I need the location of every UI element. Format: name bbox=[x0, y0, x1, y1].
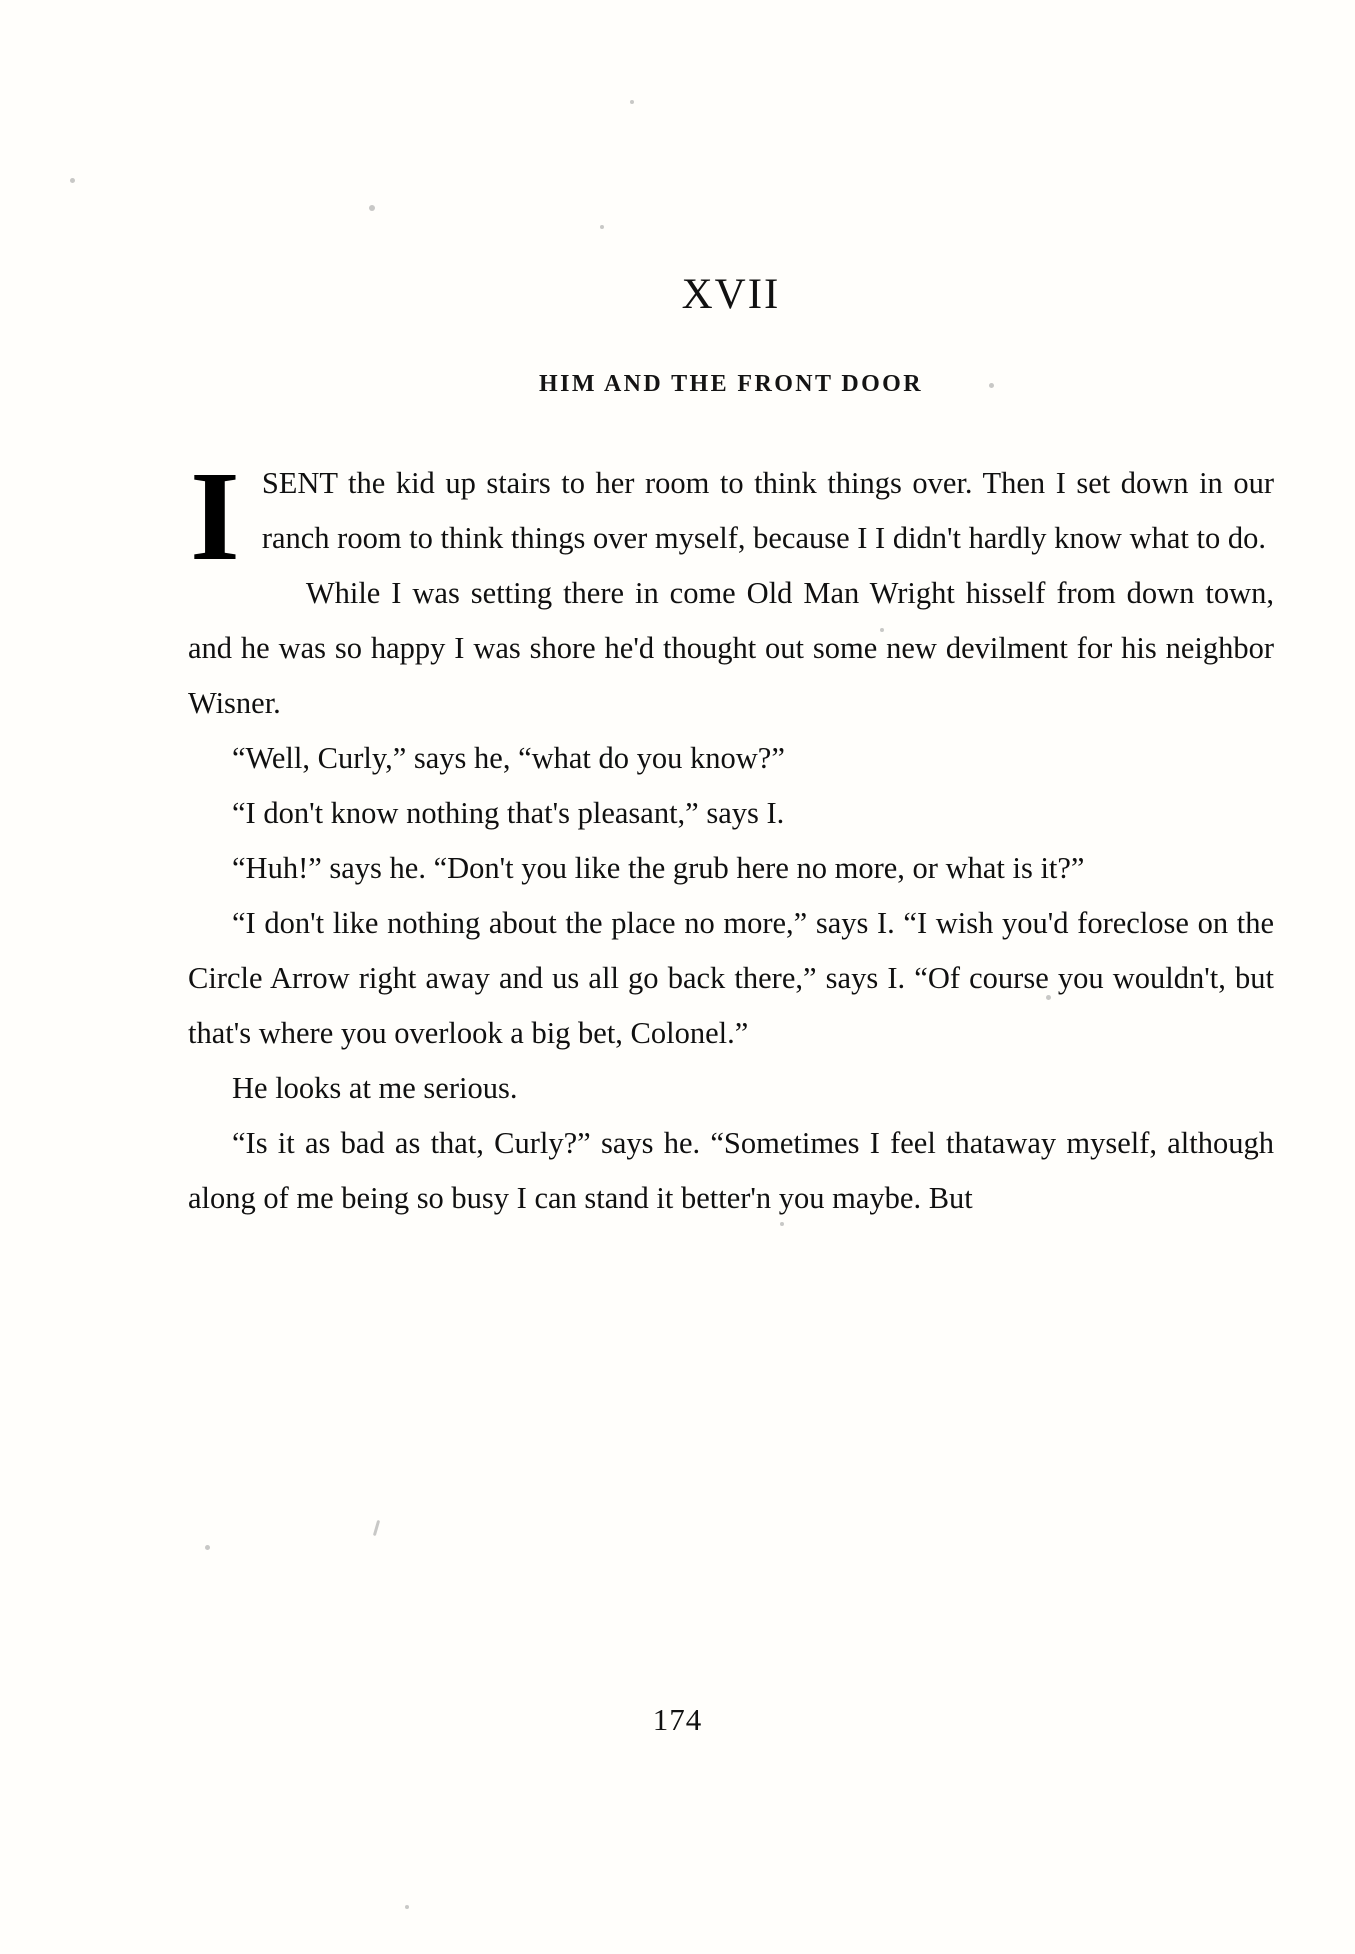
paragraph-4: “I don't know nothing that's pleasant,” says I. bbox=[232, 796, 785, 830]
drop-cap-letter: I bbox=[190, 445, 240, 587]
page-content bbox=[188, 270, 1274, 1226]
paragraph-8: “Is it as bad as that, Curly?” says he. “Sometimes I feel thataway myself, although along of me being so busy I can stand it better'n you maybe. But bbox=[188, 1126, 1274, 1215]
scan-speck bbox=[70, 178, 75, 183]
body-text bbox=[188, 445, 1274, 1226]
scan-speck bbox=[405, 1905, 409, 1909]
scan-speck bbox=[373, 1520, 380, 1536]
chapter-title: HIM AND THE FRONT DOOR bbox=[539, 371, 923, 397]
scan-speck bbox=[205, 1545, 210, 1550]
paragraph-7: He looks at me serious. bbox=[232, 1071, 518, 1105]
paragraph-6: “I don't like nothing about the place no more,” says I. “I wish you'd foreclose on the Circle Arrow right away and us all go back there,” says I. “Of course you wouldn't, but that's where you overlook a big bet, Colonel.” bbox=[188, 906, 1274, 1050]
chapter-number: XVII bbox=[681, 271, 781, 318]
scan-speck bbox=[600, 225, 604, 229]
page-number: 174 bbox=[652, 1702, 703, 1737]
paragraph-1-text: SENT the kid up stairs to her room to think things over. Then I set down in our ranch room to think things over myself, because I I didn't hardly know what to do. bbox=[261, 466, 1274, 555]
paragraph-5: “Huh!” says he. “Don't you like the grub here no more, or what is it?” bbox=[232, 851, 1085, 885]
paragraph-1 bbox=[188, 445, 1274, 587]
paragraph-3: “Well, Curly,” says he, “what do you know?” bbox=[232, 741, 785, 775]
scan-speck bbox=[630, 100, 634, 104]
paragraph-2: While I was setting there in come Old Man Wright hisself from down town, and he was so happy I was shore he'd thought out some new devilment for his neighbor Wisner. bbox=[188, 576, 1274, 720]
scan-speck bbox=[369, 205, 375, 211]
